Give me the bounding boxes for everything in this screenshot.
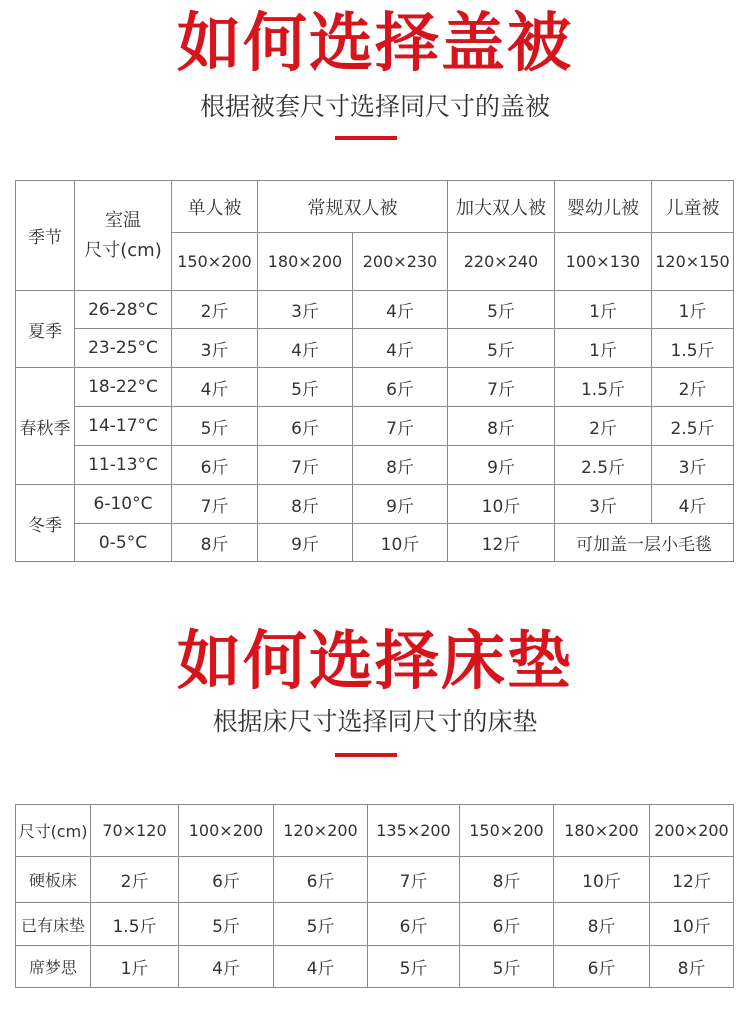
- temp-header-label: 室温: [105, 209, 141, 231]
- size-cell: 180×200: [554, 805, 650, 857]
- weight-cell: 12斤: [448, 524, 555, 562]
- size-header: 尺寸(cm): [16, 805, 91, 857]
- weight-cell: 10斤: [554, 857, 650, 903]
- bed-type-label: 硬板床: [16, 857, 91, 903]
- weight-cell: 6斤: [554, 946, 650, 988]
- temp-cell: 14-17°C: [75, 407, 172, 446]
- weight-cell: 1斤: [652, 291, 734, 329]
- weight-cell: 5斤: [172, 407, 258, 446]
- size-cell: 135×200: [368, 805, 460, 857]
- weight-cell: 8斤: [353, 446, 448, 485]
- size-cell: 150×200: [460, 805, 554, 857]
- weight-cell: 7斤: [448, 368, 555, 407]
- weight-cell: 8斤: [258, 485, 353, 524]
- bed-type-label: 席梦思: [16, 946, 91, 988]
- weight-cell: 5斤: [448, 291, 555, 329]
- weight-cell: 6斤: [460, 903, 554, 946]
- weight-cell: 3斤: [555, 485, 652, 524]
- weight-cell: 1.5斤: [555, 368, 652, 407]
- weight-cell: 5斤: [368, 946, 460, 988]
- weight-cell: 1.5斤: [652, 329, 734, 368]
- weight-cell: 10斤: [650, 903, 734, 946]
- weight-cell: 5斤: [179, 903, 274, 946]
- weight-cell: 2斤: [555, 407, 652, 446]
- type-header-large-double: 加大双人被: [448, 181, 555, 233]
- blanket-note: 可加盖一层小毛毯: [555, 524, 734, 562]
- table-row: [16, 368, 734, 407]
- size-cell: 100×200: [179, 805, 274, 857]
- weight-cell: 10斤: [353, 524, 448, 562]
- weight-cell: 2.5斤: [555, 446, 652, 485]
- weight-cell: 8斤: [448, 407, 555, 446]
- weight-cell: 8斤: [554, 903, 650, 946]
- weight-cell: 7斤: [258, 446, 353, 485]
- size-unit-header-label: 尺寸(cm): [84, 239, 162, 261]
- table-row: [16, 805, 734, 857]
- weight-cell: 8斤: [650, 946, 734, 988]
- table-row: [16, 329, 734, 368]
- weight-cell: 3斤: [172, 329, 258, 368]
- mattress-subtitle: 根据床尺寸选择同尺寸的床垫: [212, 707, 538, 736]
- weight-cell: 5斤: [460, 946, 554, 988]
- size-cell: 150×200: [172, 233, 258, 291]
- mattress-title: 如何选择床垫: [177, 625, 573, 699]
- type-header-child: 儿童被: [652, 181, 734, 233]
- weight-cell: 8斤: [172, 524, 258, 562]
- weight-cell: 5斤: [258, 368, 353, 407]
- weight-cell: 9斤: [448, 446, 555, 485]
- quilt-title: 如何选择盖被: [177, 7, 573, 81]
- table-row: [16, 446, 734, 485]
- weight-cell: 7斤: [172, 485, 258, 524]
- weight-cell: 5斤: [448, 329, 555, 368]
- temp-cell: 6-10°C: [75, 485, 172, 524]
- type-header-double: 常规双人被: [258, 181, 448, 233]
- weight-cell: 4斤: [353, 291, 448, 329]
- bed-type-label: 已有床垫: [16, 903, 91, 946]
- weight-cell: 4斤: [258, 329, 353, 368]
- weight-cell: 10斤: [448, 485, 555, 524]
- weight-cell: 1斤: [91, 946, 179, 988]
- weight-cell: 6斤: [172, 446, 258, 485]
- weight-cell: 6斤: [353, 368, 448, 407]
- weight-cell: 1.5斤: [91, 903, 179, 946]
- weight-cell: 6斤: [368, 903, 460, 946]
- size-cell: 200×200: [650, 805, 734, 857]
- size-cell: 100×130: [555, 233, 652, 291]
- weight-cell: 6斤: [258, 407, 353, 446]
- weight-cell: 9斤: [353, 485, 448, 524]
- weight-cell: 2.5斤: [652, 407, 734, 446]
- type-header-infant: 婴幼儿被: [555, 181, 652, 233]
- weight-cell: 4斤: [179, 946, 274, 988]
- size-cell: 120×200: [274, 805, 368, 857]
- weight-cell: 7斤: [353, 407, 448, 446]
- mattress-title-rule: [335, 753, 397, 757]
- temp-cell: 11-13°C: [75, 446, 172, 485]
- weight-cell: 6斤: [179, 857, 274, 903]
- weight-cell: 9斤: [258, 524, 353, 562]
- size-cell: 120×150: [652, 233, 734, 291]
- weight-cell: 2斤: [652, 368, 734, 407]
- temp-size-header: [75, 181, 172, 291]
- weight-cell: 3斤: [258, 291, 353, 329]
- weight-cell: 4斤: [172, 368, 258, 407]
- season-label: 春秋季: [16, 368, 75, 485]
- weight-cell: 4斤: [274, 946, 368, 988]
- temp-cell: 18-22°C: [75, 368, 172, 407]
- size-cell: 70×120: [91, 805, 179, 857]
- size-cell: 180×200: [258, 233, 353, 291]
- size-cell: 200×230: [353, 233, 448, 291]
- weight-cell: 7斤: [368, 857, 460, 903]
- weight-cell: 1斤: [555, 329, 652, 368]
- weight-cell: 8斤: [460, 857, 554, 903]
- table-row: [16, 485, 734, 524]
- quilt-subtitle: 根据被套尺寸选择同尺寸的盖被: [199, 92, 550, 121]
- weight-cell: 4斤: [652, 485, 734, 524]
- weight-cell: 2斤: [91, 857, 179, 903]
- mattress-weight-table: [15, 804, 734, 988]
- weight-cell: 5斤: [274, 903, 368, 946]
- weight-cell: 6斤: [274, 857, 368, 903]
- temp-cell: 0-5°C: [75, 524, 172, 562]
- season-label: 冬季: [16, 485, 75, 562]
- season-header: 季节: [16, 181, 75, 291]
- weight-cell: 1斤: [555, 291, 652, 329]
- quilt-title-rule: [335, 136, 397, 140]
- weight-cell: 2斤: [172, 291, 258, 329]
- weight-cell: 4斤: [353, 329, 448, 368]
- weight-cell: 12斤: [650, 857, 734, 903]
- temp-cell: 23-25°C: [75, 329, 172, 368]
- weight-cell: 3斤: [652, 446, 734, 485]
- type-header-single: 单人被: [172, 181, 258, 233]
- table-row: [16, 524, 734, 562]
- table-row: [16, 407, 734, 446]
- table-row: [16, 291, 734, 329]
- table-row: [16, 946, 734, 988]
- size-cell: 220×240: [448, 233, 555, 291]
- temp-cell: 26-28°C: [75, 291, 172, 329]
- table-row: [16, 857, 734, 903]
- table-row: [16, 903, 734, 946]
- season-label: 夏季: [16, 291, 75, 368]
- quilt-weight-table: [15, 180, 734, 562]
